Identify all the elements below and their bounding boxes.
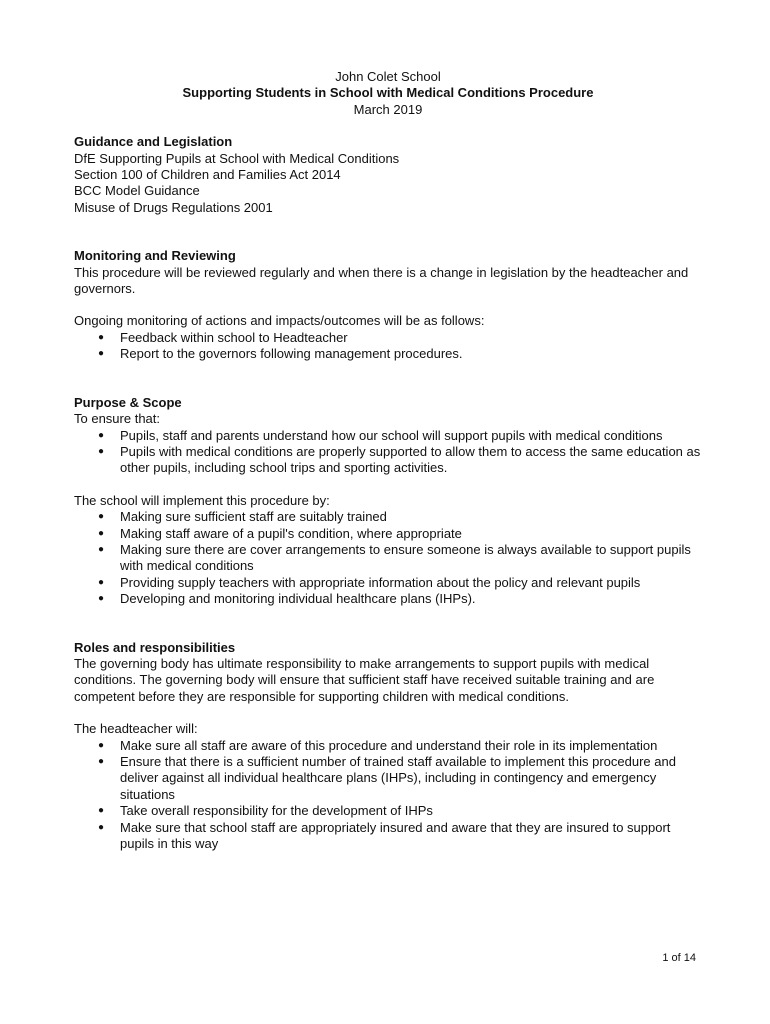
guidance-line: DfE Supporting Pupils at School with Medical Conditions	[74, 150, 400, 166]
monitoring-paragraph: This procedure will be reviewed regularly and when there is a change in legislation by the headteacher and governors.	[74, 264, 689, 297]
implement-intro: The school will implement this procedure by:	[74, 492, 330, 508]
list-item: ● Making staff aware of a pupil's condition, where appropriate	[74, 526, 702, 542]
document-title: Supporting Students in School with Medical Conditions Procedure	[182, 85, 594, 101]
guidance-line: Misuse of Drugs Regulations 2001	[74, 199, 273, 215]
list-item: ● Developing and monitoring individual healthcare plans (IHPs).	[74, 591, 702, 607]
list-item: ● Feedback within school to Headteacher	[74, 330, 702, 346]
headteacher-list	[74, 738, 702, 853]
list-item: ● Pupils with medical conditions are properly supported to allow them to access the same education as other pupils, including school trips and sporting activities.	[74, 444, 702, 477]
guidance-heading: Guidance and Legislation	[74, 134, 233, 150]
document-content	[74, 69, 702, 852]
implement-list	[74, 509, 702, 607]
list-item: ● Take overall responsibility for the development of IHPs	[74, 803, 702, 819]
headteacher-intro: The headteacher will:	[74, 721, 198, 737]
monitoring-paragraph: Ongoing monitoring of actions and impacts/outcomes will be as follows:	[74, 313, 485, 329]
list-item: ● Making sure sufficient staff are suitably trained	[74, 509, 702, 525]
school-name: John Colet School	[335, 69, 441, 84]
document-date: March 2019	[353, 101, 423, 117]
guidance-line: Section 100 of Children and Families Act 2014	[74, 167, 341, 183]
purpose-intro: To ensure that:	[74, 411, 160, 427]
monitoring-list	[74, 330, 702, 363]
roles-paragraph: The governing body has ultimate responsibility to make arrangements to support pupils with medical conditions. The governing body will ensure that sufficient staff have received suitable training and are competent before they are responsible for supporting children with medical conditions.	[74, 655, 655, 704]
list-item: ● Pupils, staff and parents understand how our school will support pupils with medical conditions	[74, 428, 702, 444]
list-item: ● Making sure there are cover arrangements to ensure someone is always available to support pupils with medical conditions	[74, 542, 702, 575]
monitoring-heading: Monitoring and Reviewing	[74, 248, 236, 264]
list-item: ● Make sure all staff are aware of this procedure and understand their role in its implementation	[74, 738, 702, 754]
purpose-heading: Purpose & Scope	[74, 394, 182, 410]
roles-heading: Roles and responsibilities	[74, 639, 236, 655]
list-item: ● Ensure that there is a sufficient number of trained staff available to implement this procedure and deliver against all individual healthcare plans (IHPs), including in contingency and emergency situations	[74, 754, 702, 803]
page-number: 1 of 14	[662, 952, 696, 964]
list-item: ● Providing supply teachers with appropriate information about the policy and relevant pupils	[74, 575, 702, 591]
list-item: ● Make sure that school staff are appropriately insured and aware that they are insured to support pupils in this way	[74, 820, 702, 853]
list-item: ● Report to the governors following management procedures.	[74, 346, 702, 362]
purpose-list	[74, 428, 702, 477]
guidance-line: BCC Model Guidance	[74, 183, 200, 199]
